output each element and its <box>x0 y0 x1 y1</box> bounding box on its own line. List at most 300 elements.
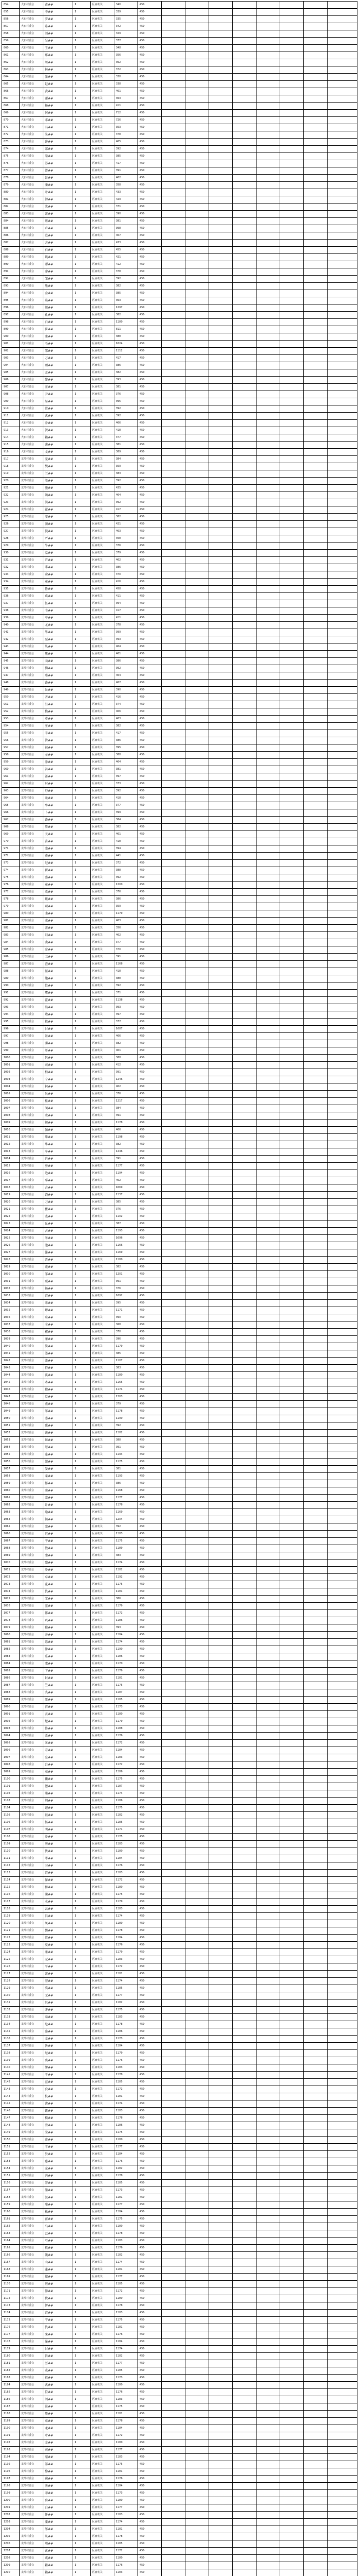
row-count: 1 <box>73 167 91 175</box>
row-unit: 龙潭村委会 <box>20 1120 43 1127</box>
row-index: 956 <box>2 737 20 744</box>
row-score-a: 1181 <box>114 1675 138 1682</box>
table-row <box>2 348 357 355</box>
empty-cell <box>209 744 233 752</box>
row-score-b: 450 <box>138 564 162 571</box>
row-index: 1121 <box>2 1927 20 1935</box>
empty-cell <box>257 1184 280 1192</box>
row-score-b: 450 <box>138 2165 162 2173</box>
row-score-b: 450 <box>138 30 162 38</box>
empty-cell <box>209 2014 233 2021</box>
row-name: 支## <box>43 2036 73 2043</box>
empty-cell <box>257 333 280 341</box>
empty-cell <box>185 759 209 766</box>
empty-cell <box>328 1545 357 1552</box>
empty-cell <box>233 1596 257 1603</box>
empty-cell <box>257 1466 280 1473</box>
empty-cell <box>209 643 233 651</box>
empty-cell <box>162 1891 185 1899</box>
table-row <box>2 2 357 9</box>
row-count: 1 <box>73 889 91 896</box>
row-category: 区直机关 <box>91 550 114 557</box>
empty-cell <box>280 1091 304 1098</box>
empty-cell <box>209 16 233 23</box>
empty-cell <box>328 1761 357 1769</box>
empty-cell <box>257 1127 280 1134</box>
row-unit: 龙潭村委会 <box>20 961 43 968</box>
row-count: 1 <box>73 276 91 283</box>
row-count: 1 <box>73 139 91 146</box>
empty-cell <box>328 1603 357 1610</box>
row-category: 区直机关 <box>91 586 114 593</box>
row-unit: 龙潭村委会 <box>20 1451 43 1459</box>
row-category: 区直机关 <box>91 175 114 182</box>
empty-cell <box>328 254 357 261</box>
row-score-b: 450 <box>138 723 162 730</box>
table-row <box>2 1105 357 1112</box>
row-index: 1027 <box>2 1249 20 1257</box>
empty-cell <box>185 535 209 543</box>
row-category: 区直机关 <box>91 225 114 232</box>
empty-cell <box>209 1552 233 1560</box>
empty-cell <box>162 304 185 312</box>
row-score-a: 1182 <box>114 1812 138 1819</box>
empty-cell <box>209 1235 233 1242</box>
table-row <box>2 737 357 744</box>
empty-cell <box>209 261 233 268</box>
row-score-a: 370 <box>114 1329 138 1336</box>
row-score-a: 391 <box>114 1112 138 1120</box>
row-unit: 龙潭村委会 <box>20 1004 43 1011</box>
empty-cell <box>328 593 357 600</box>
empty-cell <box>257 831 280 838</box>
empty-cell <box>280 925 304 932</box>
empty-cell <box>233 954 257 961</box>
row-count: 1 <box>73 225 91 232</box>
empty-cell <box>280 1992 304 1999</box>
empty-cell <box>233 2021 257 2028</box>
row-category: 区直机关 <box>91 1098 114 1105</box>
row-score-b: 450 <box>138 1617 162 1624</box>
table-row <box>2 1855 357 1862</box>
empty-cell <box>280 701 304 708</box>
row-name: 景## <box>43 1033 73 1040</box>
empty-cell <box>328 456 357 463</box>
row-unit: 大石村委会 <box>20 232 43 240</box>
empty-cell <box>233 1653 257 1660</box>
row-score-b: 450 <box>138 362 162 369</box>
empty-cell <box>233 81 257 88</box>
empty-cell <box>185 225 209 232</box>
row-unit: 龙潭村委会 <box>20 1985 43 1992</box>
empty-cell <box>257 1062 280 1069</box>
empty-cell <box>209 838 233 845</box>
row-score-b: 450 <box>138 997 162 1004</box>
empty-cell <box>233 680 257 687</box>
empty-cell <box>162 1610 185 1617</box>
row-index: 873 <box>2 139 20 146</box>
row-unit: 龙潭村委会 <box>20 1271 43 1278</box>
empty-cell <box>328 2165 357 2173</box>
empty-cell <box>162 160 185 167</box>
empty-cell <box>185 1444 209 1451</box>
table-row <box>2 1076 357 1083</box>
row-score-b: 450 <box>138 341 162 348</box>
table-row <box>2 694 357 701</box>
empty-cell <box>162 103 185 110</box>
empty-cell <box>162 845 185 853</box>
row-index: 932 <box>2 564 20 571</box>
row-score-a: 395 <box>114 398 138 405</box>
row-index: 1033 <box>2 1293 20 1300</box>
empty-cell <box>162 961 185 968</box>
row-category: 区直机关 <box>91 687 114 694</box>
empty-cell <box>162 413 185 420</box>
empty-cell <box>328 954 357 961</box>
empty-cell <box>280 571 304 579</box>
row-name: 卜## <box>43 809 73 817</box>
empty-cell <box>185 658 209 665</box>
empty-cell <box>162 1999 185 2007</box>
empty-cell <box>185 701 209 708</box>
empty-cell <box>257 781 280 788</box>
table-row <box>2 1278 357 1285</box>
empty-cell <box>280 1560 304 1567</box>
empty-cell <box>304 1170 328 1177</box>
row-name: 翁## <box>43 1004 73 1011</box>
empty-cell <box>185 997 209 1004</box>
row-score-a: 1184 <box>114 1855 138 1862</box>
row-count: 1 <box>73 427 91 434</box>
row-category: 区直机关 <box>91 817 114 824</box>
empty-cell <box>233 1026 257 1033</box>
empty-cell <box>209 817 233 824</box>
row-unit: 龙潭村委会 <box>20 802 43 809</box>
empty-cell <box>209 910 233 918</box>
empty-cell <box>185 304 209 312</box>
empty-cell <box>185 1365 209 1372</box>
row-score-a: 1175 <box>114 2129 138 2137</box>
empty-cell <box>304 1379 328 1386</box>
table-row <box>2 1026 357 1033</box>
table-row <box>2 1942 357 1949</box>
empty-cell <box>162 1689 185 1697</box>
empty-cell <box>162 607 185 615</box>
empty-cell <box>280 874 304 882</box>
row-unit: 龙潭村委会 <box>20 867 43 874</box>
empty-cell <box>162 1516 185 1523</box>
empty-cell <box>162 925 185 932</box>
empty-cell <box>209 2144 233 2151</box>
row-score-b: 450 <box>138 990 162 997</box>
empty-cell <box>209 1293 233 1300</box>
empty-cell <box>304 658 328 665</box>
empty-cell <box>209 1083 233 1091</box>
row-name: 匡## <box>43 1740 73 1747</box>
row-unit: 龙潭村委会 <box>20 1956 43 1963</box>
empty-cell <box>304 997 328 1004</box>
empty-cell <box>233 752 257 759</box>
row-unit: 龙潭村委会 <box>20 939 43 946</box>
empty-cell <box>162 1451 185 1459</box>
empty-cell <box>162 1329 185 1336</box>
empty-cell <box>233 636 257 643</box>
row-count: 1 <box>73 2021 91 2028</box>
empty-cell <box>304 622 328 629</box>
empty-cell <box>185 802 209 809</box>
empty-cell <box>280 2201 304 2209</box>
row-category: 区直机关 <box>91 1985 114 1992</box>
empty-cell <box>304 2 328 9</box>
row-count: 1 <box>73 283 91 290</box>
empty-cell <box>162 954 185 961</box>
empty-cell <box>162 514 185 521</box>
row-name: 银## <box>43 1812 73 1819</box>
table-row <box>2 1264 357 1271</box>
empty-cell <box>257 759 280 766</box>
row-unit: 龙潭村委会 <box>20 1480 43 1487</box>
empty-cell <box>304 391 328 398</box>
row-unit: 龙潭村委会 <box>20 788 43 795</box>
table-row <box>2 297 357 304</box>
row-name: 耿## <box>43 795 73 802</box>
row-unit: 龙潭村委会 <box>20 1783 43 1790</box>
empty-cell <box>280 405 304 413</box>
empty-cell <box>162 2064 185 2072</box>
row-index: 954 <box>2 723 20 730</box>
empty-cell <box>280 1329 304 1336</box>
row-score-b: 450 <box>138 1697 162 1704</box>
empty-cell <box>257 1350 280 1358</box>
row-name: 茅## <box>43 2007 73 2014</box>
empty-cell <box>257 1495 280 1502</box>
row-score-a: 1177 <box>114 1163 138 1170</box>
row-category: 区直机关 <box>91 946 114 954</box>
row-score-a: 417 <box>114 355 138 362</box>
row-score-b: 450 <box>138 1350 162 1358</box>
row-unit: 龙潭村委会 <box>20 1834 43 1841</box>
row-category: 区直机关 <box>91 694 114 701</box>
empty-cell <box>304 319 328 326</box>
row-name: 时## <box>43 781 73 788</box>
row-score-a: 376 <box>114 1206 138 1213</box>
row-name: 房## <box>43 1163 73 1170</box>
empty-cell <box>162 1019 185 1026</box>
empty-cell <box>209 1228 233 1235</box>
table-row <box>2 651 357 658</box>
row-unit: 大石村委会 <box>20 276 43 283</box>
empty-cell <box>233 355 257 362</box>
empty-cell <box>280 1776 304 1783</box>
row-category: 区直机关 <box>91 853 114 860</box>
empty-cell <box>233 845 257 853</box>
row-index: 910 <box>2 405 20 413</box>
empty-cell <box>328 2158 357 2165</box>
empty-cell <box>280 1985 304 1992</box>
row-index: 982 <box>2 925 20 932</box>
empty-cell <box>257 442 280 449</box>
row-unit: 龙潭村委会 <box>20 1192 43 1199</box>
row-score-b: 450 <box>138 593 162 600</box>
empty-cell <box>328 1026 357 1033</box>
row-count: 1 <box>73 1040 91 1047</box>
empty-cell <box>304 824 328 831</box>
row-unit: 龙潭村委会 <box>20 564 43 571</box>
table-row <box>2 110 357 117</box>
empty-cell <box>185 708 209 716</box>
table-row <box>2 1156 357 1163</box>
empty-cell <box>280 52 304 59</box>
empty-cell <box>280 1725 304 1733</box>
row-score-a: 378 <box>114 268 138 276</box>
empty-cell <box>280 2151 304 2158</box>
row-score-b: 450 <box>138 1978 162 1985</box>
row-score-b: 450 <box>138 1985 162 1992</box>
empty-cell <box>185 326 209 333</box>
row-score-a: 1176 <box>114 2158 138 2165</box>
empty-cell <box>162 658 185 665</box>
row-score-b: 450 <box>138 932 162 939</box>
row-category: 区直机关 <box>91 889 114 896</box>
empty-cell <box>185 781 209 788</box>
empty-cell <box>209 377 233 384</box>
row-category: 区直机关 <box>91 2079 114 2086</box>
row-unit: 龙潭村委会 <box>20 2158 43 2165</box>
row-score-b: 450 <box>138 1942 162 1949</box>
empty-cell <box>280 499 304 506</box>
row-count: 1 <box>73 1105 91 1112</box>
row-score-a: 376 <box>114 1091 138 1098</box>
row-score-a: 1183 <box>114 2108 138 2115</box>
empty-cell <box>280 1343 304 1350</box>
empty-cell <box>280 932 304 939</box>
empty-cell <box>233 1422 257 1430</box>
row-category: 区直机关 <box>91 543 114 550</box>
empty-cell <box>233 990 257 997</box>
empty-cell <box>304 550 328 557</box>
empty-cell <box>185 182 209 189</box>
empty-cell <box>280 1718 304 1725</box>
empty-cell <box>209 1581 233 1588</box>
row-count: 1 <box>73 66 91 74</box>
table-row <box>2 687 357 694</box>
empty-cell <box>185 687 209 694</box>
empty-cell <box>233 2173 257 2180</box>
empty-cell <box>257 550 280 557</box>
empty-cell <box>328 1206 357 1213</box>
row-index: 913 <box>2 427 20 434</box>
empty-cell <box>185 45 209 52</box>
empty-cell <box>328 961 357 968</box>
empty-cell <box>233 2108 257 2115</box>
row-count: 1 <box>73 1473 91 1480</box>
empty-cell <box>328 1177 357 1184</box>
table-row <box>2 146 357 153</box>
row-score-a: 418 <box>114 427 138 434</box>
empty-cell <box>328 2194 357 2201</box>
row-unit: 龙潭村委会 <box>20 1826 43 1834</box>
empty-cell <box>162 694 185 701</box>
row-name: 边## <box>43 1170 73 1177</box>
row-count: 1 <box>73 103 91 110</box>
empty-cell <box>280 2165 304 2173</box>
row-count: 1 <box>73 831 91 838</box>
empty-cell <box>328 1365 357 1372</box>
row-score-a: 455 <box>114 247 138 254</box>
empty-cell <box>162 1480 185 1487</box>
empty-cell <box>257 1834 280 1841</box>
empty-cell <box>233 268 257 276</box>
empty-cell <box>280 2021 304 2028</box>
empty-cell <box>209 593 233 600</box>
empty-cell <box>328 1112 357 1120</box>
row-category: 区直机关 <box>91 925 114 932</box>
empty-cell <box>162 124 185 131</box>
row-name: 彭## <box>43 175 73 182</box>
table-row <box>2 326 357 333</box>
empty-cell <box>257 2129 280 2137</box>
empty-cell <box>233 2216 257 2223</box>
table-row <box>2 1668 357 1675</box>
empty-cell <box>328 30 357 38</box>
row-score-b: 450 <box>138 708 162 716</box>
table-row <box>2 925 357 932</box>
row-score-a: 1180 <box>114 1848 138 1855</box>
empty-cell <box>162 449 185 456</box>
table-row <box>2 622 357 629</box>
empty-cell <box>257 1336 280 1343</box>
row-name: 凤## <box>43 1920 73 1927</box>
row-index: 1022 <box>2 1213 20 1221</box>
row-unit: 龙潭村委会 <box>20 2122 43 2129</box>
row-score-a: 441 <box>114 853 138 860</box>
empty-cell <box>328 492 357 499</box>
row-name: 梁## <box>43 153 73 160</box>
table-row <box>2 45 357 52</box>
row-unit: 龙潭村委会 <box>20 1199 43 1206</box>
row-category: 区直机关 <box>91 1639 114 1646</box>
empty-cell <box>280 615 304 622</box>
empty-cell <box>162 1365 185 1372</box>
row-category: 区直机关 <box>91 456 114 463</box>
row-name: 蓝## <box>43 1603 73 1610</box>
row-index: 975 <box>2 874 20 882</box>
empty-cell <box>233 1192 257 1199</box>
row-score-b: 450 <box>138 607 162 615</box>
empty-cell <box>304 449 328 456</box>
row-count: 1 <box>73 672 91 680</box>
row-score-a: 1179 <box>114 1343 138 1350</box>
row-score-b: 450 <box>138 629 162 636</box>
empty-cell <box>304 1834 328 1841</box>
empty-cell <box>185 290 209 297</box>
row-name: 咎## <box>43 2043 73 2050</box>
empty-cell <box>185 52 209 59</box>
empty-cell <box>185 2238 209 2245</box>
empty-cell <box>328 1798 357 1805</box>
row-count: 1 <box>73 268 91 276</box>
empty-cell <box>162 398 185 405</box>
empty-cell <box>257 1314 280 1321</box>
empty-cell <box>328 1394 357 1401</box>
row-index: 1013 <box>2 1148 20 1156</box>
row-score-b: 450 <box>138 377 162 384</box>
row-category: 区直机关 <box>91 730 114 737</box>
row-category: 区直机关 <box>91 1697 114 1704</box>
row-category: 区直机关 <box>91 1689 114 1697</box>
empty-cell <box>257 1221 280 1228</box>
row-category: 区直机关 <box>91 1415 114 1422</box>
